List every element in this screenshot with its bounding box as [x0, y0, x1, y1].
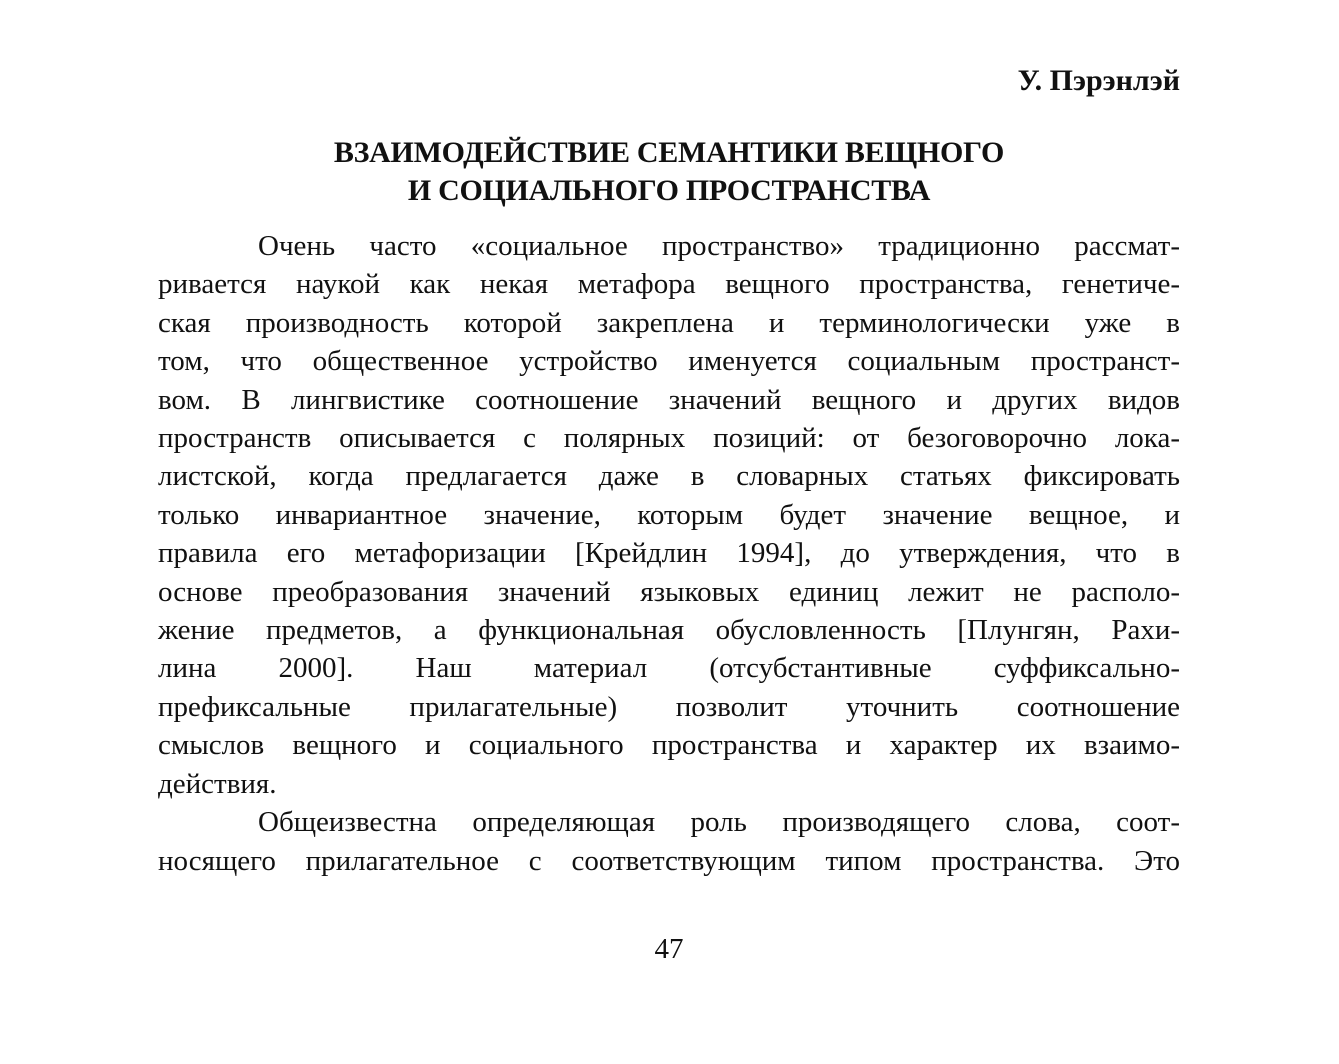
text-line: основе преобразования значений языковых единиц лежит не располо-	[158, 575, 1180, 608]
text-line: ская производность которой закреплена и терминологически уже в	[158, 306, 1180, 339]
paragraph	[158, 803, 1180, 880]
page-number: 47	[654, 933, 684, 965]
text-line: листской, когда предлагается даже в словарных статьях фиксировать	[158, 460, 1180, 493]
text-line: вом. В лингвистике соотношение значений вещного и других видов	[158, 383, 1180, 416]
text-line: только инвариантное значение, которым будет значение вещное, и	[158, 498, 1180, 531]
text-line: префиксальные прилагательные) позволит уточнить соотношение	[158, 690, 1180, 723]
text-line: ривается наукой как некая метафора вещного пространства, генетиче-	[158, 268, 1180, 301]
text-line: лина 2000]. Наш материал (отсубстантивные суффиксально-	[158, 652, 1180, 685]
text-line: Общеизвестна определяющая роль производящего слова, соот-	[258, 806, 1180, 839]
text-line: пространств описывается с полярных позиций: от безоговорочно лока-	[158, 422, 1180, 455]
text-line: жение предметов, а функциональная обусловленность [Плунгян, Рахи-	[158, 614, 1180, 647]
text-line: Очень часто «социальное пространство» традиционно рассмат-	[258, 230, 1180, 262]
author-name: У. Пэрэнлэй	[1017, 64, 1180, 97]
text-line: носящего прилагательное с соответствующим типом пространства. Это	[158, 844, 1180, 877]
article-title-line: И СОЦИАЛЬНОГО ПРОСТРАНСТВА	[407, 174, 931, 207]
text-line: смыслов вещного и социального пространства и характер их взаимо-	[158, 729, 1180, 762]
text-line: правила его метафоризации [Крейдлин 1994], до утверждения, что в	[158, 537, 1180, 570]
article-body	[158, 227, 1180, 880]
article-title	[158, 134, 1180, 210]
article-title-line: ВЗАИМОДЕЙСТВИЕ СЕМАНТИКИ ВЕЩНОГО	[333, 136, 1005, 169]
text-line: действия.	[158, 767, 277, 800]
text-line: том, что общественное устройство именуется социальным пространст-	[158, 345, 1180, 378]
paragraph	[158, 227, 1180, 803]
